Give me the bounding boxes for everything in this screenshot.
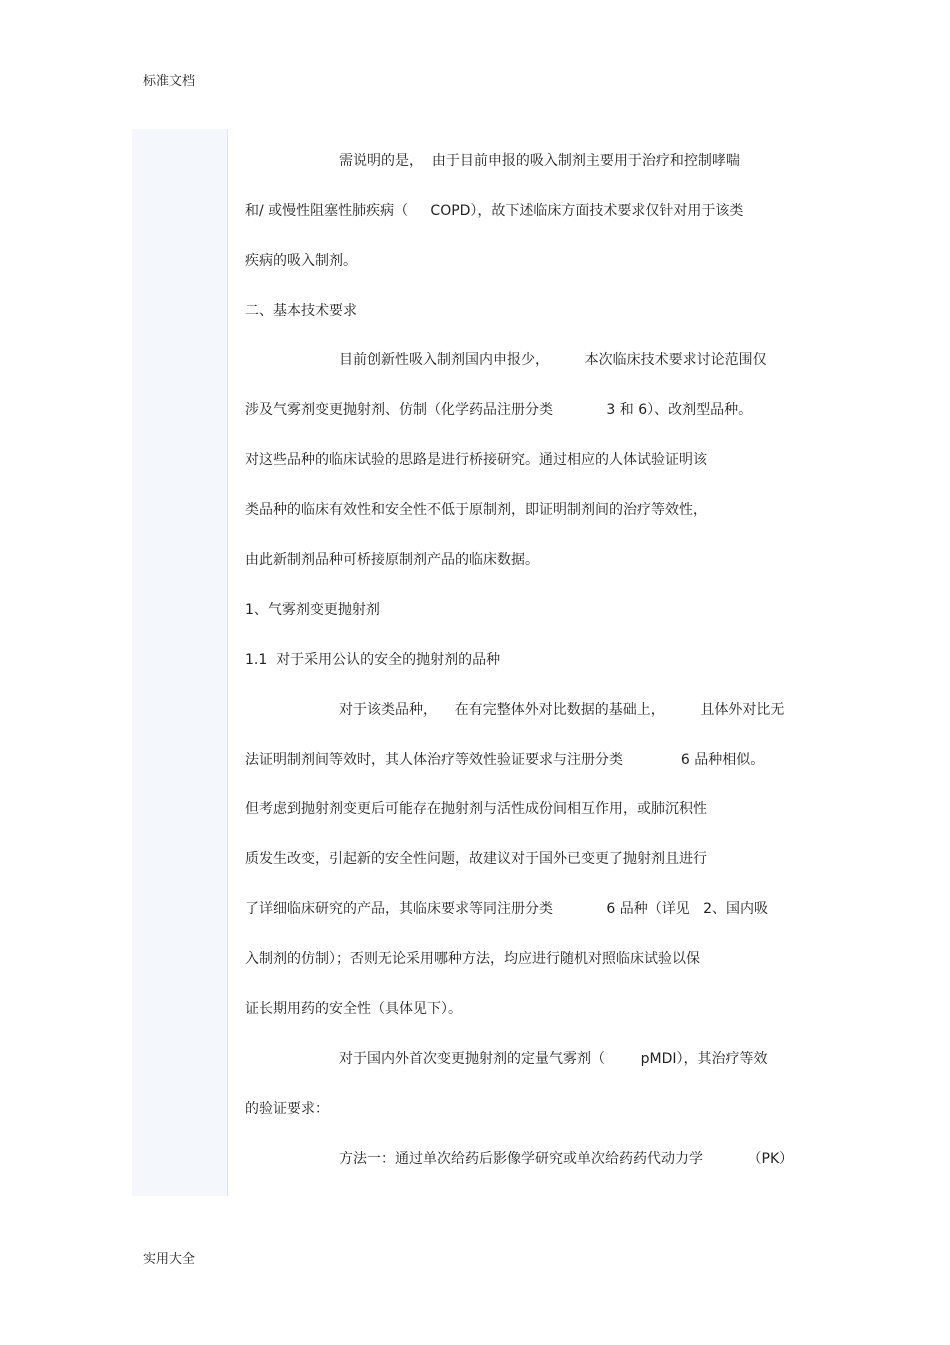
text-line-18: 证长期用药的安全性（具体见下）。 (245, 1001, 462, 1017)
text-line-7: 对这些品种的临床试验的思路是进行桥接研究。通过相应的人体试验证明该 (245, 452, 707, 468)
text-line-15: 质发生改变，引起新的安全性问题，故建议对于国外已变更了抛射剂且进行 (245, 851, 707, 867)
section-heading-2: 二、基本技术要求 (245, 303, 357, 319)
text-line-19: 对于国内外首次变更抛射剂的定量气雾剂（ pMDI），其治疗等效 (339, 1051, 768, 1067)
text-line-14: 但考虑到抛射剂变更后可能存在抛射剂与活性成份间相互作用，或肺沉积性 (245, 801, 707, 817)
side-margin-panel (132, 129, 228, 1196)
text-line-9: 由此新制剂品种可桥接原制剂产品的临床数据。 (245, 552, 539, 568)
text-line-20: 的验证要求： (245, 1101, 329, 1117)
text-line-3: 疾病的吸入制剂。 (245, 253, 357, 269)
text-line-21: 方法一：通过单次给药后影像学研究或单次给药药代动力学 （PK） (339, 1151, 794, 1167)
text-line-12: 对于该类品种， 在有完整体外对比数据的基础上， 且体外对比无 (339, 702, 785, 718)
text-line-17: 入制剂的仿制）；否则无论采用哪种方法，均应进行随机对照临床试验以保 (245, 951, 700, 967)
text-line-5: 目前创新性吸入制剂国内申报少， 本次临床技术要求讨论范围仅 (339, 352, 767, 368)
page-footer-label: 实用大全 (143, 1252, 196, 1267)
page-header-label: 标准文档 (143, 74, 196, 89)
text-line-8: 类品种的临床有效性和安全性不低于原制剂，即证明制剂间的治疗等效性， (245, 502, 707, 518)
text-line-2: 和/ 或慢性阻塞性肺疾病（ COPD），故下述临床方面技术要求仅针对用于该类 (245, 203, 744, 219)
text-line-6: 涉及气雾剂变更抛射剂、仿制（化学药品注册分类 3 和 6）、改剂型品种。 (245, 402, 753, 418)
text-line-16: 了详细临床研究的产品，其临床要求等同注册分类 6 品种（详见 2、国内吸 (245, 901, 769, 917)
subsection-heading-1-1: 1.1 对于采用公认的安全的抛射剂的品种 (245, 652, 501, 668)
text-line-1: 需说明的是， 由于目前申报的吸入制剂主要用于治疗和控制哮喘 (339, 153, 740, 169)
text-line-13: 法证明制剂间等效时，其人体治疗等效性验证要求与注册分类 6 品种相似。 (245, 752, 765, 768)
subsection-heading-1: 1、气雾剂变更抛射剂 (245, 602, 380, 618)
